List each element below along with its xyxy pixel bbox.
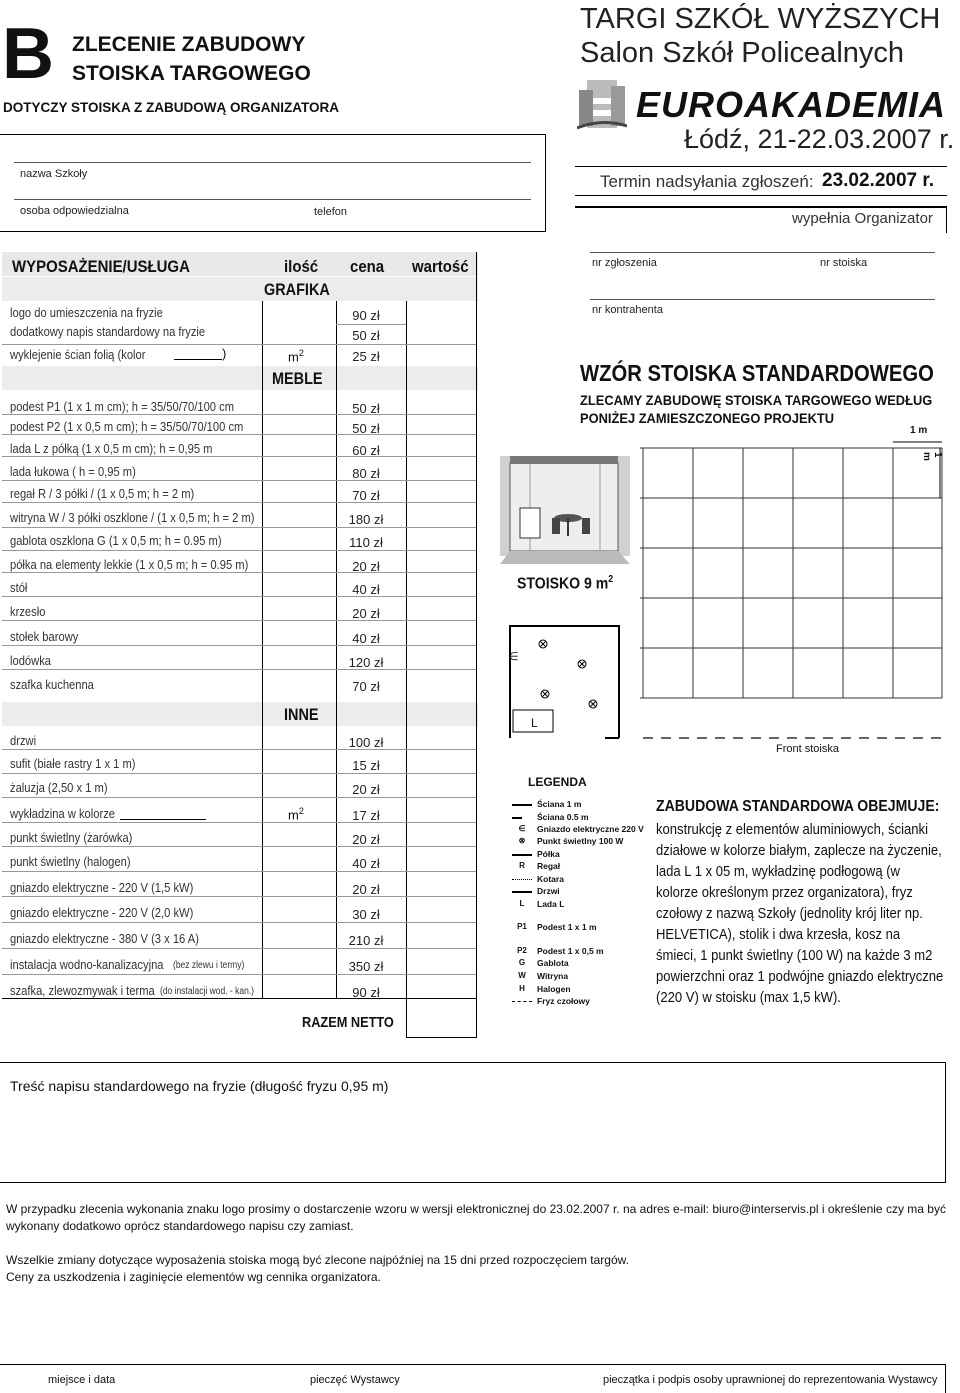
legend-symbol: ⊗ — [518, 836, 526, 845]
row-rule — [2, 572, 476, 573]
row-rule — [2, 749, 476, 750]
section-graphics: GRAFIKA — [264, 280, 330, 299]
legend-item — [510, 899, 650, 911]
col-header-item: WYPOSAŻENIE/USŁUGA — [12, 257, 190, 276]
form-title-line1: ZLECENIE ZABUDOWY — [72, 33, 306, 56]
item-label: stół — [10, 580, 28, 595]
row-rule — [2, 871, 476, 872]
item-price: 210 zł — [348, 933, 384, 948]
item-label: żaluzja (2,50 x 1 m) — [10, 780, 108, 795]
event-title-line2: Salon Szkół Policealnych — [580, 37, 905, 69]
row-rule — [2, 502, 476, 503]
school-name-field[interactable] — [14, 162, 531, 163]
phone-label: telefon — [314, 206, 348, 218]
row-rule — [2, 596, 476, 597]
row-rule — [2, 797, 476, 798]
item-price: 70 zł — [352, 679, 380, 694]
item-price: 90 zł — [352, 308, 380, 323]
form-title — [72, 30, 372, 88]
row-rule — [2, 550, 476, 551]
color-field[interactable] — [120, 819, 206, 820]
item-unit: $m^2$ — [288, 806, 304, 823]
item-price: 90 zł — [352, 985, 380, 1000]
equipment-table — [2, 252, 478, 1038]
item-price: 20 zł — [352, 882, 380, 897]
legend-label: Półka — [537, 849, 560, 859]
legend-item — [510, 799, 650, 811]
stand-subtitle — [580, 391, 932, 427]
item-label: logo do umieszczenia na fryzie — [10, 305, 163, 320]
legend-label: Witryna — [537, 971, 569, 981]
legend-item — [510, 849, 650, 861]
legend-symbol: R — [519, 861, 525, 870]
stand-no-label: nr stoiska — [820, 257, 868, 269]
item-price: 15 zł — [352, 758, 380, 773]
item-label: szafka kuchenna — [10, 677, 94, 692]
stand-illustration — [500, 438, 630, 573]
legend-label: Ściana 1 m — [537, 799, 582, 809]
paren-close: ) — [222, 346, 227, 361]
fryz-label: Treść napisu standardowego na fryzie (długość fryzu 0,95 m) — [10, 1078, 389, 1094]
row-rule — [2, 527, 476, 528]
item-price: 110 zł — [349, 535, 383, 550]
legend-label: Lada L — [537, 899, 565, 909]
legend-item — [510, 996, 650, 1008]
legend-title: LEGENDA — [528, 775, 587, 789]
form-letter: B — [2, 14, 54, 94]
logo-mark-icon — [577, 78, 627, 133]
item-price: 80 zł — [352, 466, 380, 481]
item-label: drzwi — [10, 733, 37, 748]
table-bottom-rule — [2, 998, 476, 999]
row-rule — [2, 822, 476, 823]
item-unit: $m^2$ — [288, 348, 304, 365]
plan-counter-label: L — [531, 716, 538, 730]
legend-label: Gniazdo elektryczne 220 V — [537, 824, 644, 834]
item-note: (bez zlewu i termy) — [173, 960, 245, 971]
application-no-field[interactable] — [590, 252, 935, 253]
legend-item — [510, 958, 650, 970]
legend-label: Podest 1 x 1 m — [537, 922, 597, 932]
item-price: 180 zł — [348, 512, 384, 527]
legend-symbol: ∈ — [518, 824, 526, 833]
item-label: półka na elementy lekkie (1 x 0,5 m; h = 0.95 m) — [10, 557, 249, 572]
col-header-price: cena — [350, 257, 385, 276]
sign-stamp-label: pieczęć Wystawcy — [310, 1374, 400, 1386]
deadline-label: Termin nadsyłania zgłoszeń: — [600, 172, 814, 191]
damages-note: Ceny za uszkodzenia i zaginięcie elementów wg cennika organizatora. — [6, 1270, 381, 1284]
legend-label: Punkt świetlny 100 W — [537, 836, 624, 846]
section-other: INNE — [284, 705, 319, 724]
col-header-qty: ilość — [284, 257, 319, 276]
legend-symbol: L — [519, 899, 525, 908]
logo-note: W przypadku zlecenia wykonania znaku logo prosimy o dostarczenie wzoru w wersji elektronicznej do 23.02.2007 r. na adres e-mail: biuro@interservis.pl i określenie czy ma być wykonany dodatkowo oprócz standardowego napisu czy zamiast. — [6, 1202, 946, 1233]
stand-title: WZÓR STOISKA STANDARDOWEGO — [580, 360, 934, 386]
legend-label: Ściana 0.5 m — [537, 812, 589, 822]
item-price: 120 zł — [348, 655, 384, 670]
organizer-label: wypełnia Organizator — [792, 210, 933, 227]
item-label: szafka, zlewozmywak i terma — [10, 983, 155, 998]
legend-item — [510, 984, 650, 996]
item-price: 50 zł — [352, 328, 380, 343]
item-price: 40 zł — [352, 631, 380, 646]
item-price: 17 zł — [352, 808, 380, 823]
row-rule — [2, 434, 476, 435]
legend-label: Gablota — [537, 958, 569, 968]
col-divider — [262, 301, 263, 998]
item-label: instalacja wodno-kanalizacyjna — [10, 957, 164, 972]
item-price: 50 zł — [352, 421, 380, 436]
contact-box — [0, 134, 546, 232]
item-price: 20 zł — [352, 606, 380, 621]
event-title — [580, 2, 940, 70]
legend-symbol: H — [519, 984, 525, 993]
legend-label: Fryz czołowy — [537, 996, 590, 1006]
item-price: 50 zł — [352, 401, 380, 416]
item-label: gniazdo elektryczne - 220 V (2,0 kW) — [10, 905, 194, 920]
item-price: 30 zł — [352, 907, 380, 922]
event-title-line1: TARGI SZKÓŁ WYŻSZYCH — [580, 3, 941, 35]
legend-label: Drzwi — [537, 886, 560, 896]
application-no-label: nr zgłoszenia — [592, 257, 657, 269]
stand-floor-plan — [505, 620, 625, 740]
item-label: sufit (białe rastry 1 x 1 m) — [10, 756, 136, 771]
included-body: konstrukcję z elementów aluminiowych, ścianki działowe w kolorze białym, zaplecze na życzenie, lada L 1 x 05 m, wykładzinę podłogową (w kolorze określonym przez organizatora), fryz czołowy z nazwą Szkoły (jednolity krój liter np. HELVETICA), stolik i dwa krzesła, kosz na śmieci, 1 punkt świetlny (100 W) na każde 3 m2 powierzchni oraz 1 podwójne gniazdo elektryczne (220 V) w stoisku (max 1,5 kW). — [656, 822, 944, 1006]
item-label: witryna W / 3 półki oszklone / (1 x 0,5 m; h = 2 m) — [10, 510, 255, 525]
legend-item — [510, 922, 650, 934]
legend-item — [510, 874, 650, 886]
legend-label: Halogen — [537, 984, 571, 994]
item-label: lada łukowa ( h = 0,95 m) — [10, 464, 136, 479]
legend-symbol: G — [518, 958, 526, 967]
front-label: Front stoiska — [776, 743, 839, 755]
row-rule — [2, 896, 476, 897]
item-price: 40 zł — [352, 582, 380, 597]
sign-person-label: pieczątka i podpis osoby uprawnionej do reprezentowania Wystawcy — [603, 1374, 938, 1386]
item-price: 20 zł — [352, 559, 380, 574]
layout-grid — [640, 438, 945, 748]
row-rule — [2, 344, 476, 345]
col-divider — [476, 252, 477, 1038]
row-rule — [2, 645, 476, 646]
row-rule — [2, 974, 476, 975]
item-label: lada L z półką (1 x 0,5 m cm); h = 0,95 m — [10, 441, 213, 456]
row-rule — [2, 948, 476, 949]
legend-symbol: P2 — [517, 946, 527, 955]
item-price: 350 zł — [348, 959, 384, 974]
included-title: ZABUDOWA STANDARDOWA OBEJMUJE: — [656, 798, 940, 815]
item-label: gniazdo elektryczne - 220 V (1,5 kW) — [10, 880, 194, 895]
row-rule — [2, 620, 476, 621]
item-price: 70 zł — [352, 488, 380, 503]
item-price: 40 zł — [352, 856, 380, 871]
legend-label: Podest 1 x 0,5 m — [537, 946, 604, 956]
item-label: wykładzina w kolorze — [10, 806, 116, 821]
legend-symbol: W — [518, 971, 526, 980]
total-label: RAZEM NETTO — [302, 1014, 394, 1031]
item-label: punkt świetlny (żarówka) — [10, 830, 133, 845]
item-label: lodówka — [10, 653, 52, 668]
euroakademia-logo: EUROAKADEMIA — [636, 84, 947, 125]
stand-subtitle-line2: PONIŻEJ ZAMIESZCZONEGO PROJEKTU — [580, 410, 835, 426]
row-rule — [2, 414, 476, 415]
item-label: stołek barowy — [10, 629, 79, 644]
grid-unit-y: 1 m — [921, 452, 943, 461]
item-price: 100 zł — [348, 735, 384, 750]
item-label: gablota oszklona G (1 x 0,5 m; h = 0.95 m) — [10, 533, 222, 548]
total-cell-bottom — [406, 1037, 477, 1038]
item-note: (do instalacji wod. - kan.) — [160, 986, 255, 997]
stand-subtitle-line1: ZLECAMY ZABUDOWĘ STOISKA TARGOWEGO WEDŁUG — [580, 392, 933, 408]
deadline-date: 23.02.2007 r. — [822, 170, 934, 191]
legend-item — [510, 812, 650, 824]
contact-person-label: osoba odpowiedzialna — [20, 205, 129, 217]
row-rule — [2, 456, 476, 457]
item-label: podest P1 (1 x 1 m cm); h = 35/50/70/100 cm — [10, 399, 235, 414]
color-field[interactable] — [174, 359, 222, 360]
legend-item — [510, 971, 650, 983]
legend-label: Kotara — [537, 874, 564, 884]
grid-svg — [640, 438, 945, 748]
row-rule — [336, 324, 406, 325]
item-label: krzesło — [10, 604, 46, 619]
contact-person-field[interactable] — [14, 199, 531, 200]
row-rule — [2, 846, 476, 847]
contractor-no-label: nr kontrahenta — [592, 304, 663, 316]
contractor-no-field[interactable] — [590, 299, 935, 300]
item-label: punkt świetlny (halogen) — [10, 854, 131, 869]
row-rule — [2, 773, 476, 774]
changes-note: Wszelkie zmiany dotyczące wyposażenia stoiska mogą być zlecone najpóźniej na 15 dni przed rozpoczęciem targów. — [6, 1253, 629, 1267]
legend-item — [510, 836, 650, 848]
item-price: 60 zł — [352, 443, 380, 458]
grid-unit-x: 1 m — [910, 425, 928, 436]
plan-socket-symbol: ∈ — [509, 651, 519, 663]
section-furniture: MEBLE — [272, 369, 323, 388]
form-title-line2: STOISKA TARGOWEGO — [72, 62, 311, 85]
col-header-value: wartość — [412, 257, 469, 276]
school-name-label: nazwa Szkoły — [20, 168, 88, 180]
legend-item — [510, 824, 650, 836]
item-price: 20 zł — [352, 832, 380, 847]
model-label: STOISKO 9 $m^2$ — [517, 574, 614, 593]
item-label: dodatkowy napis standardowy na fryzie — [10, 324, 206, 339]
row-rule — [2, 669, 476, 670]
item-price: 25 zł — [352, 349, 380, 364]
item-label: wyklejenie ścian folią (kolor — [10, 347, 146, 362]
row-rule — [2, 922, 476, 923]
legend-item — [510, 861, 650, 873]
item-price: 20 zł — [352, 782, 380, 797]
item-label: gniazdo elektryczne - 380 V (3 x 16 A) — [10, 931, 199, 946]
item-label: podest P2 (1 x 0,5 m cm); h = 35/50/70/100 cm — [10, 419, 244, 434]
event-place-date: Łódź, 21-22.03.2007 r. — [684, 124, 955, 154]
item-label: regał R / 3 półki / (1 x 0,5 m; h = 2 m) — [10, 486, 195, 501]
sign-place-label: miejsce i data — [48, 1374, 116, 1386]
section-band-graphics — [2, 277, 478, 301]
row-rule — [2, 480, 476, 481]
legend-symbol: P1 — [517, 922, 527, 931]
legend-item — [510, 886, 650, 898]
legend-item — [510, 946, 650, 958]
form-subtitle: DOTYCZY STOISKA Z ZABUDOWĄ ORGANIZATORA — [3, 100, 339, 115]
legend-label: Regał — [537, 861, 561, 871]
